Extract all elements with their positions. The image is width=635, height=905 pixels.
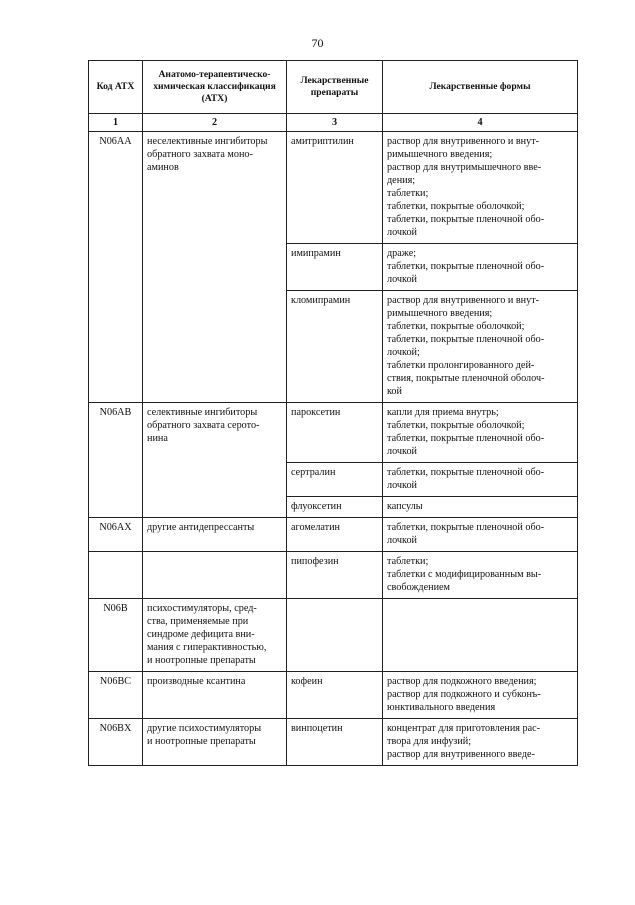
page-number: 70	[311, 36, 324, 50]
column-number-row	[89, 114, 578, 132]
table-row	[89, 672, 578, 719]
dosage-forms-cell: капсулы	[383, 497, 578, 518]
dosage-forms-cell: раствор для подкожного введения; раствор для подкожного и субконъ- юнктивального введения	[383, 672, 578, 719]
dosage-forms-cell: капли для приема внутрь; таблетки, покрытые оболочкой; таблетки, покрытые пленочной обо- лочкой	[383, 403, 578, 463]
drug-name-cell: кофеин	[287, 672, 383, 719]
column-number: 2	[143, 114, 287, 132]
classification-cell: производные ксантина	[143, 672, 287, 719]
header-forms: Лекарственные формы	[383, 61, 578, 114]
column-number: 1	[89, 114, 143, 132]
table-row	[89, 552, 578, 599]
drug-name-cell: флуоксетин	[287, 497, 383, 518]
dosage-forms-cell: раствор для внутривенного и внут- римышечного введения; раствор для внутримышечного вве- дения; таблетки; таблетки, покрытые оболочкой; таблетки, покрытые пленочной обо- лочкой	[383, 132, 578, 244]
atx-code-cell: N06BX	[89, 719, 143, 766]
header-drugs: Лекарственные препараты	[287, 61, 383, 114]
drug-name-cell: пипофезин	[287, 552, 383, 599]
column-number: 3	[287, 114, 383, 132]
dosage-forms-cell: таблетки; таблетки с модифицированным вы- свобождением	[383, 552, 578, 599]
dosage-forms-cell: концентрат для приготовления рас- твора для инфузий; раствор для внутривенного введе-	[383, 719, 578, 766]
drug-name-cell: имипрамин	[287, 244, 383, 291]
classification-cell: неселективные ингибиторы обратного захвата моно- аминов	[143, 132, 287, 403]
classification-cell: психостимуляторы, сред- ства, применяемые при синдроме дефицита вни- мания с гиперактивностью, и ноотропные препараты	[143, 599, 287, 672]
header-classification: Анатомо-терапевтическо-химическая классификация (АТХ)	[143, 61, 287, 114]
classification-cell	[143, 552, 287, 599]
table-row	[89, 403, 578, 463]
drug-name-cell: амитриптилин	[287, 132, 383, 244]
classification-cell: селективные ингибиторы обратного захвата серото- нина	[143, 403, 287, 518]
column-number: 4	[383, 114, 578, 132]
dosage-forms-cell: раствор для внутривенного и внут- римышечного введения; таблетки, покрытые оболочкой; таблетки, покрытые пленочной обо- лочкой; таблетки пролонгированного дей- ствия, покрытые пленочной оболоч- кой	[383, 291, 578, 403]
table-row	[89, 599, 578, 672]
drug-name-cell: кломипрамин	[287, 291, 383, 403]
drug-name-cell: агомелатин	[287, 518, 383, 552]
atx-code-cell: N06AX	[89, 518, 143, 552]
atx-code-cell: N06AA	[89, 132, 143, 403]
table-header-row	[89, 61, 578, 114]
classification-cell: другие антидепрессанты	[143, 518, 287, 552]
table-row	[89, 132, 578, 244]
table-row	[89, 719, 578, 766]
dosage-forms-cell: таблетки, покрытые пленочной обо- лочкой	[383, 463, 578, 497]
dosage-forms-cell: таблетки, покрытые пленочной обо- лочкой	[383, 518, 578, 552]
header-atx-code: Код АТХ	[89, 61, 143, 114]
drug-name-cell: пароксетин	[287, 403, 383, 463]
table-row	[89, 518, 578, 552]
drug-name-cell: винпоцетин	[287, 719, 383, 766]
atx-code-cell: N06B	[89, 599, 143, 672]
classification-cell: другие психостимуляторы и ноотропные препараты	[143, 719, 287, 766]
dosage-forms-cell	[383, 599, 578, 672]
drug-name-cell: сертралин	[287, 463, 383, 497]
dosage-forms-cell: драже; таблетки, покрытые пленочной обо- лочкой	[383, 244, 578, 291]
atx-drug-table	[88, 60, 578, 766]
atx-code-cell: N06AB	[89, 403, 143, 518]
drug-name-cell	[287, 599, 383, 672]
atx-code-cell: N06BC	[89, 672, 143, 719]
atx-code-cell	[89, 552, 143, 599]
